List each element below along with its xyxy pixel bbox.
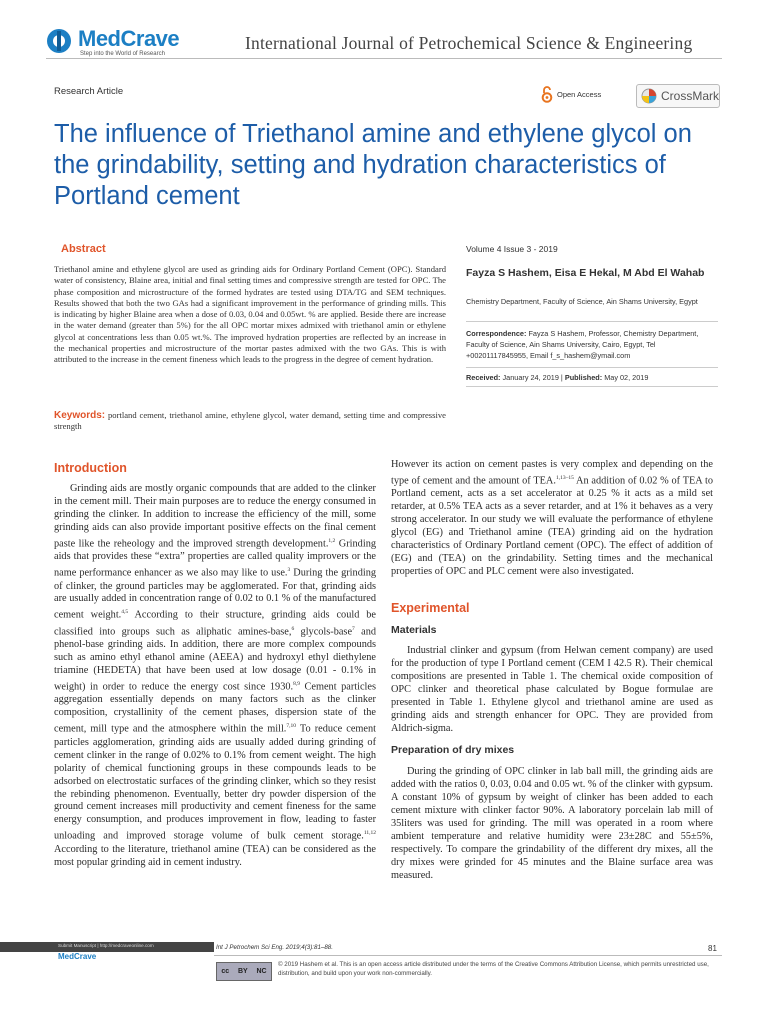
- info-divider: [466, 386, 718, 387]
- text-run: According to the literature, triethanol amine (TEA) can be considered as the most popular grinding aid in cement industry.: [54, 843, 376, 868]
- cc-nc-icon: NC: [256, 968, 267, 975]
- correspondence-label: Correspondence:: [466, 329, 527, 338]
- materials-paragraph: Industrial clinker and gypsum (from Helwan cement company) are used for the production of type I Portland cement (CEM I 42.5 R). Their chemical compositions are presented in Table 1. The chemical oxide composition of OPC clinker and theoretical phase calculated by Bogue formulae are presented in Table 1. Ethylene glycol and triethanol amine are used as grinding aids and strength enhancer for OPC. They are provided from Aldrich-sigma.: [391, 645, 713, 734]
- citation-ref[interactable]: 11,12: [363, 830, 376, 837]
- keywords: [54, 410, 446, 433]
- text-run: An addition of 0.02 % of TEA to Portland cement, acts as a set accelerator at 0.25 % it acts as a mild set retarder, at 0.5% TEA acts as a sever retarder, and at 1% it behaves as a very strong accelerator. In our study we will evaluate the performance of ethylene glycol (EG) and Triethanol amine (TEA) grinding aid on the hydration characteristics of Ordinary Portland cement (OPC). The effect of addition of (EG) and (TEA) on the grindability. Setting times and the mechanical properties of OPC and PLC cement were also investigated.: [391, 475, 713, 578]
- materials-heading: Materials: [391, 624, 437, 636]
- published-date: May 02, 2019: [604, 373, 649, 382]
- introduction-heading: Introduction: [54, 461, 127, 475]
- introduction-paragraph: [54, 483, 376, 870]
- text-run: However its action on cement pastes is very complex and depending on the type of cement and the amount of TEA.: [391, 459, 713, 487]
- medcrave-logo[interactable]: [46, 26, 196, 60]
- correspondence: [466, 328, 710, 361]
- medcrave-logo-icon: [46, 28, 72, 54]
- affiliation: Chemistry Department, Faculty of Science, Ain Shams University, Egypt: [466, 297, 698, 306]
- citation-ref[interactable]: 6: [291, 625, 295, 632]
- introduction-paragraph-continued: [391, 459, 713, 579]
- crossmark-button[interactable]: [636, 84, 720, 108]
- received-date: January 24, 2019: [502, 373, 559, 382]
- creative-commons-badge[interactable]: [216, 962, 272, 981]
- license-text: © 2019 Hashem et al. This is an open access article distributed under the terms of the Creative Commons Attribution License, which permits unrestricted use, distribution, and build upon your work non-commercially.: [278, 961, 709, 977]
- keywords-label: Keywords:: [54, 410, 106, 421]
- crossmark-icon: [641, 88, 657, 104]
- article-type: Research Article: [54, 86, 124, 97]
- journal-title[interactable]: International Journal of Petrochemical Science & Engineering: [245, 33, 693, 53]
- correspondence-text: Fayza S Hashem, Professor, Chemistry Department, Faculty of Science, Ain Shams University, Cairo, Egypt, Tel +00201117845955, Email f_s_hashem@ymail.com: [466, 329, 699, 360]
- article-title: The influence of Triethanol amine and ethylene glycol on the grindability, setting and hydration characteristics of Portland cement: [54, 120, 692, 210]
- header-divider: [46, 58, 722, 59]
- citation-ref[interactable]: 3: [287, 567, 291, 574]
- text-run: During the grinding of clinker, the ground particles may be agglomerated. For that, grinding aids are usually added in concentration range of 0.02 to 0.1 % of the manufactured cement weight.: [54, 567, 376, 621]
- citation-ref[interactable]: 1,13–15: [555, 474, 574, 481]
- keywords-text: portland cement, triethanol amine, ethylene glycol, water demand, setting time and compressive strength: [54, 410, 446, 432]
- cc-by-icon: BY: [237, 968, 248, 975]
- citation-ref[interactable]: 7: [352, 625, 355, 632]
- received-published: Received: January 24, 2019 | Published: May 02, 2019: [466, 373, 649, 382]
- citation-ref[interactable]: 4,5: [121, 609, 129, 616]
- crossmark-label: CrossMark: [660, 89, 719, 103]
- text-run: and phenol-base grinding aids. In addition, there are more complex compounds such as amino ethyl ethanol amine (AEEA) and hydroxyl ethyl diethylene triamine (HEDETA) that have been used at low dosage (0.01 - 0.1% in weight) in order to reduce the energy cost since 1930.: [54, 626, 376, 693]
- citation-ref[interactable]: 7,10: [286, 723, 297, 730]
- open-access-icon: [541, 86, 553, 103]
- volume-issue: Volume 4 Issue 3 - 2019: [466, 244, 558, 254]
- abstract-heading: Abstract: [61, 243, 106, 255]
- text-run: glycols-base: [294, 626, 353, 638]
- open-access-badge[interactable]: [541, 83, 601, 105]
- citation-ref[interactable]: 1,2: [328, 537, 336, 544]
- brand-name: MedCrave: [78, 26, 180, 51]
- published-label: Published:: [564, 373, 603, 382]
- brand-tagline: Step into the World of Research: [80, 51, 165, 57]
- text-run: Grinding aids are mostly organic compounds that are added to the clinker in the cement mill. Their main purposes are to reduce the energy consumed in grinding the clinker. In addition to increase the efficiency of the mill, some grinding aids can also provide important positive effects on the final cement paste like the reheology and the improved strength development.: [54, 483, 376, 550]
- info-divider: [466, 367, 718, 368]
- submit-manuscript-link[interactable]: Submit Manuscript | http://medcraveonline.com: [58, 943, 154, 948]
- cc-icon: cc: [221, 968, 230, 975]
- citation-ref[interactable]: 8,9: [293, 681, 300, 688]
- received-label: Received:: [466, 373, 501, 382]
- authors: Fayza S Hashem, Eisa E Hekal, M Abd El Wahab: [466, 267, 705, 279]
- page-number: 81: [708, 944, 717, 953]
- preparation-paragraph: During the grinding of OPC clinker in lab ball mill, the grinding aids are added with the ratios 0, 0.03, 0.04 and 0.05 wt. % of the clinker with gypsum. A constant 10% of gypsum by weight of clinker has been added to each cement mixture with clinker factor 90%. A laboratory porcelain lab mill of 35liters was used for grinding. The mill was operated in a room where ambient temperature and relative humidity were 23±28C and 55±5%, respectively. To compare the grindability of the different dry mixes, all the dry mixes were grinded for 45 minutes and the Blaine surface area was measured.: [391, 766, 713, 881]
- preparation-heading: Preparation of dry mixes: [391, 744, 515, 756]
- text-run: According to their structure, grinding aids could be classified into groups such as aliphatic amines-base,: [54, 609, 376, 638]
- experimental-heading: Experimental: [391, 601, 470, 615]
- info-divider: [466, 321, 718, 322]
- text-run: Grinding aids that provides these “extra” properties are called quality improvers or the name performance enhancer as we also may like to use.: [54, 538, 376, 579]
- footer-logo[interactable]: MedCrave: [58, 952, 97, 961]
- open-access-label: Open Access: [557, 89, 602, 99]
- abstract-text: Triethanol amine and ethylene glycol are used as grinding aids for Ordinary Portland Cement (OPC). Standard water of consistency, Blaine area, initial and final setting times and compressive strength are tested for OPC. The phase composition and microstructure of the formed hydrates are tested using DTA/TG and SEM techniques. Results showed that both the two GAs had a significant improvement in the performance of grinding mills. This is indicating by higher Blaine area when a dose of 0.03, 0.04 and 0.05wt. % are applied. Beside there are increase in the water demand (greater than 5%) for the all OPC mortar mixes admixed with triethanol amin or ethylene glycol at concentrations less than 0.05 wt.%. The improved hydration properties are reflected by an increase in the mechanical properties and microstructure of the mortar pastes admixed with the two GAs. This is with attributed to the increase in the cement fineness which leads to the progress in the degree of cement hydration.: [54, 264, 446, 365]
- citation: Int J Petrochem Sci Eng. 2019;4(3):81‒88.: [216, 944, 333, 951]
- footer-divider: [214, 955, 722, 956]
- text-run: To reduce cement particles agglomeration, grinding aids are usually added during grinding of cement clinker in the range of 0.02% to 0.1% from cement weight. The high polarity of chemical functioning groups in these compounds leads to be adsorbed on electrostatic surfaces of the grinding clinker, which so they resist the rebinding phenomenon. Eventually, better dry powder dispersion of the ground cement increases mill productivity and cement fineness for the same energy consumption, and produces improvement in flow, leading to faster unloading and improved storage volume of bulk cement storage.: [54, 723, 377, 842]
- text-run: Cement particles aggregation essentially depends on many factors such as the clinker composition, crystallinity of the cement phases, dispersion state of the cement, mill type and the atmosphere within the mill.: [54, 681, 376, 735]
